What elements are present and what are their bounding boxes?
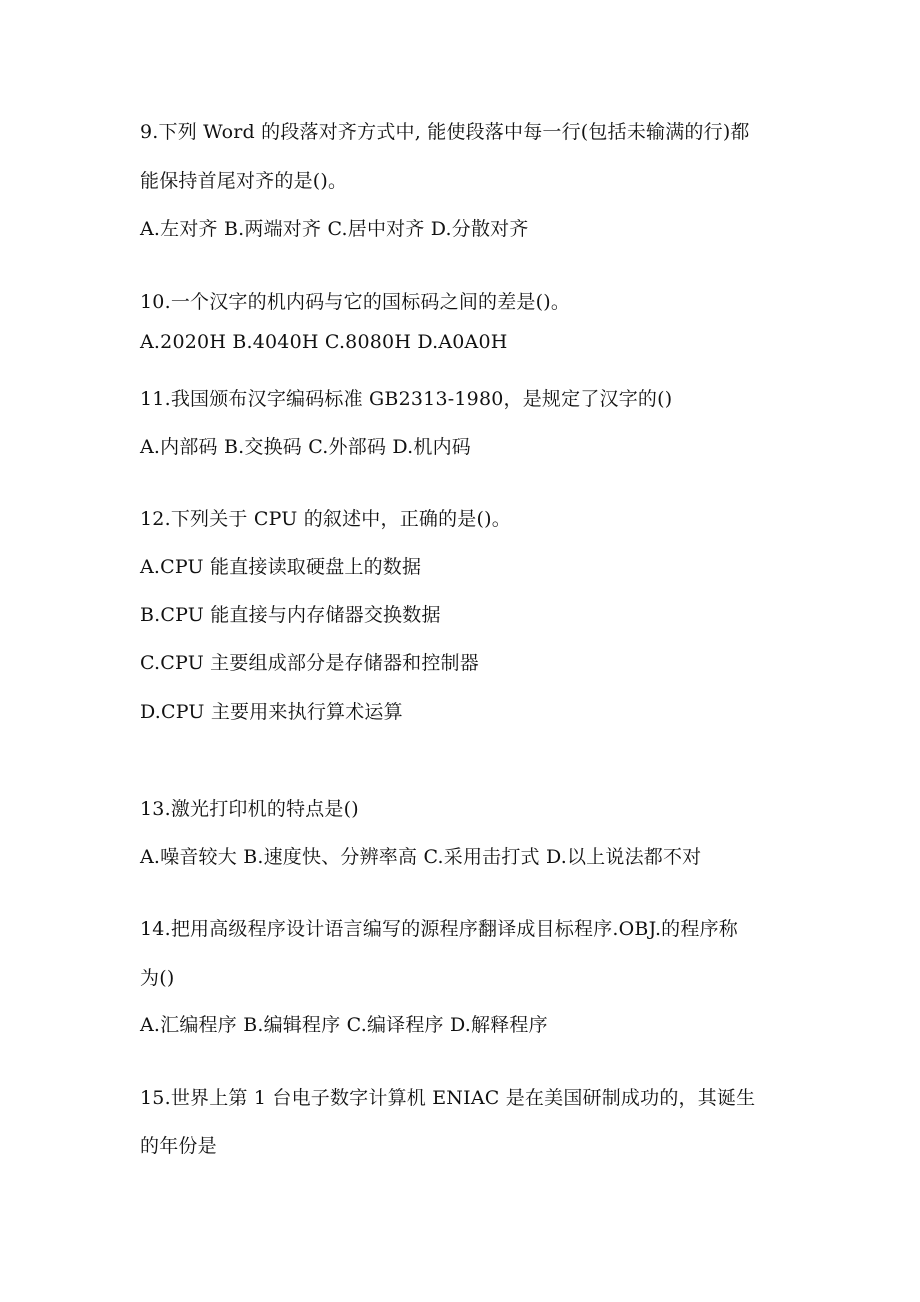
question-11-stem: 11.我国颁布汉字编码标准 GB2313-1980，是规定了汉字的() — [140, 388, 673, 410]
question-10-options: A.2020H B.4040H C.8080H D.A0A0H — [140, 331, 508, 353]
question-9-options: A.左对齐 B.两端对齐 C.居中对齐 D.分散对齐 — [140, 218, 529, 240]
question-14-options: A.汇编程序 B.编辑程序 C.编译程序 D.解释程序 — [140, 1014, 548, 1036]
question-12-option-c: C.CPU 主要组成部分是存储器和控制器 — [140, 652, 479, 674]
question-12-option-b: B.CPU 能直接与内存储器交换数据 — [140, 604, 441, 626]
question-15-stem-line-2: 的年份是 — [140, 1135, 217, 1157]
question-10-stem: 10.一个汉字的机内码与它的国标码之间的差是()。 — [140, 291, 571, 313]
question-13-options: A.噪音较大 B.速度快、分辨率高 C.采用击打式 D.以上说法都不对 — [140, 846, 702, 868]
question-14-stem-line-2: 为() — [140, 967, 175, 989]
question-9-stem-line-2: 能保持首尾对齐的是()。 — [140, 170, 348, 192]
question-14-stem-line-1: 14.把用高级程序设计语言编写的源程序翻译成目标程序.OBJ.的程序称 — [140, 918, 738, 940]
question-15-stem-line-1: 15.世界上第 1 台电子数字计算机 ENIAC 是在美国研制成功的，其诞生 — [140, 1087, 756, 1109]
question-12-stem: 12.下列关于 CPU 的叙述中，正确的是()。 — [140, 508, 511, 530]
question-12-option-d: D.CPU 主要用来执行算术运算 — [140, 701, 403, 723]
question-12-option-a: A.CPU 能直接读取硬盘上的数据 — [140, 556, 422, 578]
question-13-stem: 13.激光打印机的特点是() — [140, 798, 359, 820]
question-11-options: A.内部码 B.交换码 C.外部码 D.机内码 — [140, 436, 471, 458]
question-9-stem-line-1: 9.下列 Word 的段落对齐方式中, 能使段落中每一行(包括未输满的行)都 — [140, 121, 750, 143]
